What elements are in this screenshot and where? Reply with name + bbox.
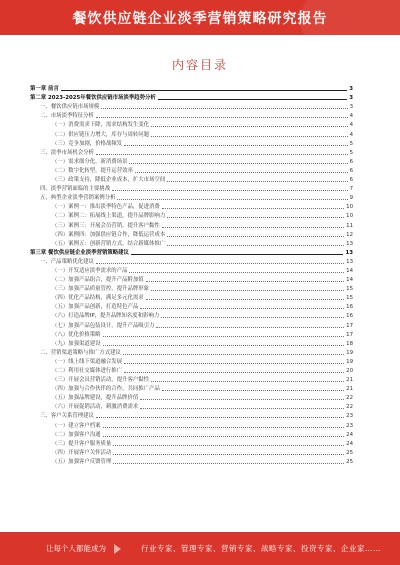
toc-entry-page: 6 [349,177,353,184]
toc-entry[interactable] [30,148,353,157]
toc-entry-page: 19 [346,349,353,356]
toc-entry-label: 五、典型企业淡季营销案例分析 [40,195,116,202]
toc-entry[interactable] [30,157,353,166]
toc-leader-dots [129,272,344,273]
toc-entry[interactable] [30,257,353,266]
toc-entry-page: 24 [346,440,353,447]
toc-entry[interactable] [30,284,353,293]
toc-entry[interactable] [30,430,353,439]
toc-entry-label: （四）案例四：加强供应链合作，降低运营成本 [52,231,166,238]
toc-leader-dots [96,417,344,418]
toc-entry-page: 13 [345,249,353,256]
toc-entry-page: 13 [346,258,353,265]
toc-leader-dots [158,99,347,100]
toc-leader-dots [129,163,347,164]
toc-entry[interactable] [30,202,353,211]
toc-entry-label: （七）加强产品包装设计，提升产品吸引力 [52,322,155,329]
toc-entry[interactable] [30,302,353,311]
toc-entry[interactable] [30,211,353,220]
toc-leader-dots [124,363,344,364]
footer-bar [0,532,400,565]
toc-entry-label: （二）数字化转型，提升运营效率 [52,167,133,174]
toc-entry-label: （一）建立客户档案 [52,422,101,429]
toc-leader-dots [151,381,344,382]
toc-entry[interactable] [30,102,353,111]
toc-entry-page: 25 [346,449,353,456]
toc-leader-dots [151,290,344,291]
toc-leader-dots [146,281,344,282]
toc-entry-page: 6 [349,158,353,165]
toc-entry-page: 15 [346,295,353,302]
toc-entry[interactable] [30,120,353,129]
toc-entry-label: （五）加强客户反馈管理 [52,458,112,465]
toc-entry-label: （六）开展促销活动，刺激消费需求 [52,404,139,411]
toc-entry-page: 6 [349,167,353,174]
toc-entry[interactable] [30,366,353,375]
toc-entry-page: 17 [346,322,353,329]
toc-leader-dots [146,299,344,300]
toc-entry-label: （二）案例二：拓展线上渠道，提升品牌影响力 [52,213,166,220]
toc-entry[interactable] [30,339,353,348]
toc-entry[interactable] [30,330,353,339]
toc-entry-page: 16 [346,304,353,311]
toc-entry-page: 18 [346,340,353,347]
toc-entry-label: （一）开发适应淡季需求的产品 [52,267,128,274]
toc-entry[interactable] [30,357,353,366]
toc-entry-label: （二）供应链压力增大，库存与周转问题 [52,131,150,138]
toc-leader-dots [123,354,344,355]
toc-entry-label: （二）加强产品组合，提升产品附加值 [52,277,144,284]
toc-leader-dots [103,436,345,437]
toc-entry-label: 四、淡季营销面临的主要挑战 [40,186,111,193]
toc-leader-dots [103,336,345,337]
footer-slogan-left: 让每个人都能成为 [46,544,106,553]
toc-entry-label: （五）案例五：创新营销方式，结合新媒体推广 [52,240,166,247]
toc-entry[interactable] [30,166,353,175]
toc-entry-label: （四）优化产品结构，满足多元化需求 [52,295,144,302]
toc-entry-label: （八）优化价格策略 [52,331,101,338]
toc-entry-page: 5 [349,140,353,147]
toc-leader-dots [61,90,347,91]
toc-entry-label: （三）开展会员营销活动，提升客户黏性 [52,377,150,384]
toc-entry[interactable] [30,320,353,329]
toc-leader-dots [167,181,347,182]
toc-entry[interactable] [30,175,353,184]
toc-entry[interactable] [30,457,353,466]
toc-entry-page: 10 [346,204,353,211]
toc-entry-label: （四）加强与合作伙伴的合作，共同推广产品 [52,386,160,393]
toc-leader-dots [140,308,344,309]
toc-leader-dots [103,345,345,346]
toc-entry-label: 第二章 2023-2025年餐饮供应链市场淡季趋势分析 [30,95,156,102]
toc-entry-label: 第一章 前言 [30,86,59,93]
toc-entry-label: （二）利用社交媒体进行推广 [52,368,123,374]
toc-entry[interactable] [30,384,353,393]
toc-entry[interactable] [30,220,353,229]
toc-entry-page: 3 [349,104,353,111]
toc-entry-label: （一）消费需求下降，需求结构发生变化 [52,122,150,129]
toc-entry-page: 10 [346,213,353,220]
toc-entry-page: 4 [349,113,353,120]
toc-entry-label: （一）需求细分化，新消费场景 [52,158,128,165]
toc-leader-dots [140,408,344,409]
toc-entry[interactable] [30,275,353,284]
toc-entry-page: 14 [346,277,353,284]
toc-entry-page: 21 [346,377,353,384]
toc-entry[interactable] [30,230,353,239]
toc-entry-page: 9 [349,195,353,202]
toc-entry-label: （三）加强产品质量管控，提升品牌形象 [52,286,150,293]
toc-leader-dots [117,199,347,200]
toc-entry[interactable] [30,193,353,202]
toc-entry-page: 11 [346,222,353,229]
toc-entry-label: 三、淡季市场机会分析 [40,149,94,156]
toc-leader-dots [167,217,344,218]
toc-entry[interactable] [30,111,353,120]
toc-entry[interactable] [30,402,353,411]
toc-leader-dots [113,445,344,446]
toc-entry[interactable] [30,411,353,420]
toc-entry-label: （三）提升客户服务质量 [52,440,112,447]
toc-leader-dots [151,136,348,137]
toc-leader-dots [113,454,344,455]
toc-entry-page: 23 [346,413,353,420]
toc-entry-page: 20 [346,368,353,374]
toc-entry[interactable] [30,84,353,93]
toc-leader-dots [162,390,344,391]
footer-slogan-right: 行业专家、管理专家、营销专家、战略专家、投资专家、企业家…… [141,544,381,553]
toc-entry[interactable] [30,129,353,138]
document-title: 餐饮供应链企业淡季营销策略研究报告 [72,10,328,27]
toc-entry-label: （五）加强产品创新，打造特色产品 [52,304,139,311]
toc-leader-dots [101,108,347,109]
toc-leader-dots [135,172,348,173]
toc-leader-dots [151,126,348,127]
toc-entry-page: 25 [346,458,353,465]
toc-entry-page: 12 [346,231,353,238]
toc-entry[interactable] [30,266,353,275]
toc-entry-label: 第三章 餐饮供应链企业淡季营销策略建议 [30,249,129,256]
toc-entry-label: （三）案例三：开展会员营销，提升客户黏性 [52,222,160,229]
toc-entry-page: 7 [349,186,353,193]
toc-entry-label: （九）加强渠道建设 [52,340,101,347]
toc-entry-label: （二）加强客户沟通 [52,431,101,438]
toc-entry-label: 二、市场淡季特征分析 [40,113,94,120]
table-of-contents [30,84,353,466]
toc-entry-page: 23 [346,422,353,429]
toc-entry-label: 一、餐饮供应链市场规模 [40,104,100,111]
arrow-icon [114,544,121,554]
toc-leader-dots [96,263,344,264]
toc-leader-dots [124,372,344,373]
toc-leader-dots [167,236,344,237]
toc-entry[interactable] [30,448,353,457]
toc-entry-page: 21 [346,386,353,393]
toc-leader-dots [140,399,344,400]
toc-entry[interactable] [30,248,353,257]
toc-entry-page: 4 [349,131,353,138]
toc-entry-label: （一）案例一：推出淡季特色产品，促进消费 [52,204,160,211]
toc-entry[interactable] [30,439,353,448]
toc-leader-dots [131,254,344,255]
toc-entry-page: 17 [346,331,353,338]
toc-entry-label: （三）竞争加剧，价格战频发 [52,140,123,147]
toc-leader-dots [156,327,344,328]
toc-leader-dots [162,227,344,228]
toc-entry-page: 22 [346,395,353,402]
toc-entry-page: 5 [349,149,353,156]
toc-entry-page: 13 [346,240,353,247]
toc-entry-label: 三、客户关系管理建议 [40,413,94,420]
toc-leader-dots [103,427,345,428]
toc-entry-page: 3 [349,95,353,102]
toc-entry-label: （一）线上线下渠道融合发展 [52,358,123,365]
toc-entry-page: 16 [346,313,353,320]
toc-entry[interactable] [30,311,353,320]
toc-entry-label: 一、产品策略优化建议 [40,258,94,265]
toc-entry[interactable] [30,139,353,148]
toc-entry[interactable] [30,375,353,384]
toc-leader-dots [167,245,344,246]
header-bar [0,0,400,35]
toc-entry[interactable] [30,184,353,193]
toc-entry-page: 22 [346,404,353,411]
toc-leader-dots [113,463,344,464]
toc-entry-label: （六）打造品牌IP，提升品牌知名度和影响力 [52,313,160,320]
toc-heading: 内容目录 [171,58,228,72]
toc-entry-label: （五）加强品牌建设，提升品牌价值 [52,395,139,402]
toc-entry[interactable] [30,348,353,357]
toc-entry-page: 14 [346,267,353,274]
toc-entry-label: （四）开展客户关怀活动 [52,449,112,456]
toc-leader-dots [162,208,344,209]
toc-leader-dots [161,317,344,318]
toc-entry[interactable] [30,420,353,429]
toc-entry[interactable] [30,293,353,302]
toc-entry-page: 4 [349,122,353,129]
toc-entry[interactable] [30,93,353,102]
toc-leader-dots [112,190,347,191]
toc-leader-dots [96,117,348,118]
toc-entry[interactable] [30,393,353,402]
toc-entry-page: 3 [349,86,353,93]
toc-entry-page: 15 [346,286,353,293]
toc-entry-label: 二、营销渠道策略与推广方式建议 [40,349,121,356]
toc-entry-page: 24 [346,431,353,438]
toc-leader-dots [96,154,348,155]
toc-entry-label: （三）政策支持，降低企业成本，扩大市场空间 [52,177,166,184]
toc-entry-page: 19 [346,358,353,365]
toc-entry[interactable] [30,239,353,248]
toc-leader-dots [124,145,347,146]
